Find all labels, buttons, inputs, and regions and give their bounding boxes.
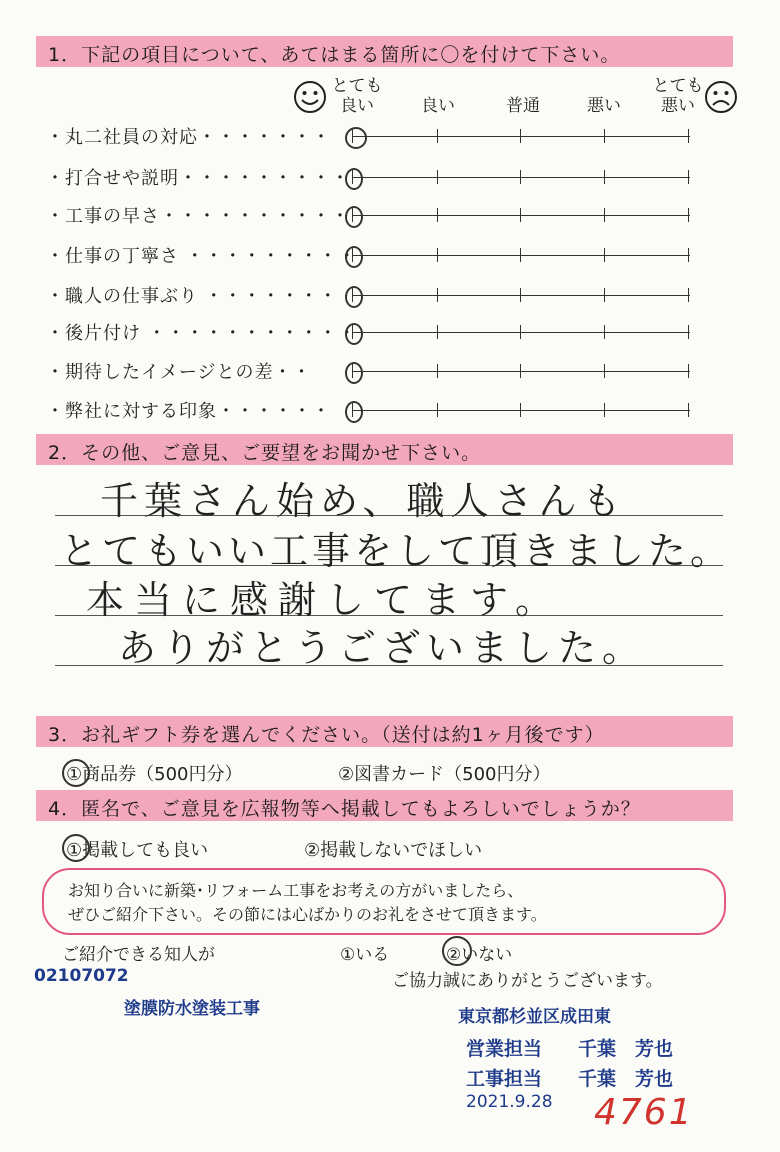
- rating-scale-line: [352, 371, 690, 372]
- scale-very-bad: [652, 76, 704, 116]
- rating-item-label: ・工事の早さ・・・・・・・・・・: [46, 206, 350, 227]
- construction-label: 工事担当: [466, 1068, 543, 1090]
- referral-option-yes[interactable]: ①いる: [340, 945, 390, 965]
- rating-scale-tick[interactable]: [688, 325, 689, 339]
- scale-normal-label: 普通: [506, 96, 540, 116]
- rating-scale-tick[interactable]: [437, 364, 438, 378]
- rating-scale-tick[interactable]: [520, 248, 521, 262]
- scale-bad: [578, 96, 630, 116]
- section3-header: [36, 716, 733, 747]
- rating-scale-tick[interactable]: [604, 208, 605, 222]
- stamp-date: 2021.9.28: [466, 1092, 553, 1112]
- work-type: 塗膜防水塗装工事: [124, 999, 260, 1019]
- rating-scale-tick[interactable]: [688, 403, 689, 417]
- section4-title: 4．匿名で、ご意見を広報物等へ掲載してもよろしいでしょうか？: [48, 798, 641, 820]
- publish-option-ok[interactable]: ①掲載しても良い: [66, 840, 209, 861]
- rating-selection-circle: [345, 323, 363, 345]
- rating-selection-circle: [345, 246, 363, 268]
- rating-scale-line: [352, 177, 690, 178]
- gift-option-tosho-card[interactable]: ②図書カード（500円分）: [338, 764, 551, 785]
- rating-item-label: ・期待したイメージとの差・・: [46, 362, 312, 383]
- selection-circle: [62, 759, 90, 787]
- scale-very-good-top: とても: [331, 76, 383, 96]
- scale-good: [412, 96, 464, 116]
- rating-scale-line: [352, 136, 690, 137]
- rating-item-label: ・丸二社員の対応・・・・・・・: [46, 127, 331, 148]
- section2-title: 2．その他、ご意見、ご要望をお聞かせ下さい。: [48, 442, 482, 464]
- customer-code: 02107072: [34, 966, 129, 986]
- section2-header: [36, 434, 733, 465]
- rating-item-label: ・仕事の丁寧さ ・・・・・・・・・: [46, 246, 357, 267]
- rating-scale-tick[interactable]: [520, 288, 521, 302]
- handwritten-line-1: 千葉さん始め、職人さんも: [100, 479, 627, 523]
- rating-scale-line: [352, 332, 690, 333]
- handwritten-number: 4761: [594, 1092, 694, 1133]
- rating-scale-tick[interactable]: [520, 403, 521, 417]
- stamp-location: 東京都杉並区成田東: [458, 1007, 611, 1027]
- rating-scale-tick[interactable]: [437, 208, 438, 222]
- section4-header: [36, 790, 733, 821]
- rating-scale-tick[interactable]: [688, 208, 689, 222]
- selection-circle: [62, 834, 90, 862]
- scale-very-good: [331, 76, 383, 116]
- rating-scale-line: [352, 215, 690, 216]
- rating-scale-tick[interactable]: [604, 288, 605, 302]
- rating-scale-tick[interactable]: [604, 170, 605, 184]
- thanks-text: ご協力誠にありがとうございます。: [392, 971, 663, 991]
- rating-scale-line: [352, 255, 690, 256]
- construction-name: 千葉 芳也: [578, 1068, 674, 1090]
- rating-item-label: ・打合せや説明・・・・・・・・・: [46, 168, 350, 189]
- rating-scale-tick[interactable]: [437, 129, 438, 143]
- notice-line-1: お知り合いに新築･リフォーム工事をお考えの方がいましたら、: [68, 881, 524, 900]
- rating-scale-tick[interactable]: [437, 288, 438, 302]
- rating-selection-circle: [345, 127, 367, 149]
- scale-very-good-bottom: 良い: [340, 96, 374, 116]
- referral-label: ご紹介できる知人が: [62, 945, 215, 965]
- rating-scale-tick[interactable]: [437, 170, 438, 184]
- rating-item-label: ・職人の仕事ぶり ・・・・・・・: [46, 286, 338, 307]
- referral-option-no[interactable]: ②いない: [446, 945, 513, 965]
- rating-scale-tick[interactable]: [688, 170, 689, 184]
- rating-scale-tick[interactable]: [520, 208, 521, 222]
- selection-circle: [442, 936, 472, 966]
- rating-selection-circle: [345, 286, 363, 308]
- scale-normal: [495, 96, 551, 116]
- referral-notice: [42, 868, 726, 935]
- rating-scale-tick[interactable]: [437, 403, 438, 417]
- rating-selection-circle: [345, 401, 363, 423]
- rating-scale-tick[interactable]: [520, 364, 521, 378]
- rating-scale-tick[interactable]: [437, 325, 438, 339]
- rating-item-label: ・弊社に対する印象・・・・・・: [46, 401, 331, 422]
- rating-scale-tick[interactable]: [520, 129, 521, 143]
- scale-very-bad-bottom: 悪い: [661, 96, 695, 116]
- sad-face-icon: [704, 80, 738, 114]
- rating-scale-tick[interactable]: [604, 403, 605, 417]
- section1-header: [36, 36, 733, 67]
- rating-selection-circle: [345, 206, 363, 228]
- scale-very-bad-top: とても: [652, 76, 704, 96]
- scale-bad-label: 悪い: [587, 96, 621, 116]
- rating-scale-line: [352, 295, 690, 296]
- rating-scale-tick[interactable]: [520, 325, 521, 339]
- rating-scale-tick[interactable]: [437, 248, 438, 262]
- rating-scale-tick[interactable]: [604, 325, 605, 339]
- sales-name: 千葉 芳也: [578, 1038, 674, 1060]
- gift-option-shohinken[interactable]: ①商品券（500円分）: [66, 764, 243, 785]
- publish-option-no[interactable]: ②掲載しないでほしい: [304, 840, 483, 861]
- rating-scale-tick[interactable]: [688, 248, 689, 262]
- rating-scale-tick[interactable]: [604, 129, 605, 143]
- rating-selection-circle: [345, 362, 363, 384]
- rating-scale-tick[interactable]: [520, 170, 521, 184]
- handwritten-line-4: ありがとうございました。: [118, 626, 647, 670]
- rating-scale-tick[interactable]: [688, 364, 689, 378]
- rating-scale-tick[interactable]: [688, 288, 689, 302]
- rating-item-label: ・後片付け ・・・・・・・・・・・: [46, 323, 357, 344]
- sales-label: 営業担当: [466, 1038, 543, 1060]
- smile-face-icon: [293, 80, 327, 114]
- rating-scale-tick[interactable]: [604, 248, 605, 262]
- section1-title: 1．下記の項目について、あてはまる箇所に〇を付けて下さい。: [48, 44, 621, 66]
- rating-scale-line: [352, 410, 690, 411]
- section3-title: 3．お礼ギフト券を選んでください。（送付は約1ヶ月後です）: [48, 724, 605, 746]
- handwritten-line-3: 本当に感謝してます。: [86, 578, 563, 622]
- notice-line-2: ぜひご紹介下さい。その節には心ばかりのお礼をさせて頂きます。: [68, 905, 547, 924]
- rating-scale-tick[interactable]: [604, 364, 605, 378]
- rating-scale-tick[interactable]: [688, 129, 689, 143]
- scale-good-label: 良い: [421, 96, 455, 116]
- handwritten-line-2: とてもいい工事をして頂きました。: [60, 529, 733, 573]
- rating-selection-circle: [345, 168, 363, 190]
